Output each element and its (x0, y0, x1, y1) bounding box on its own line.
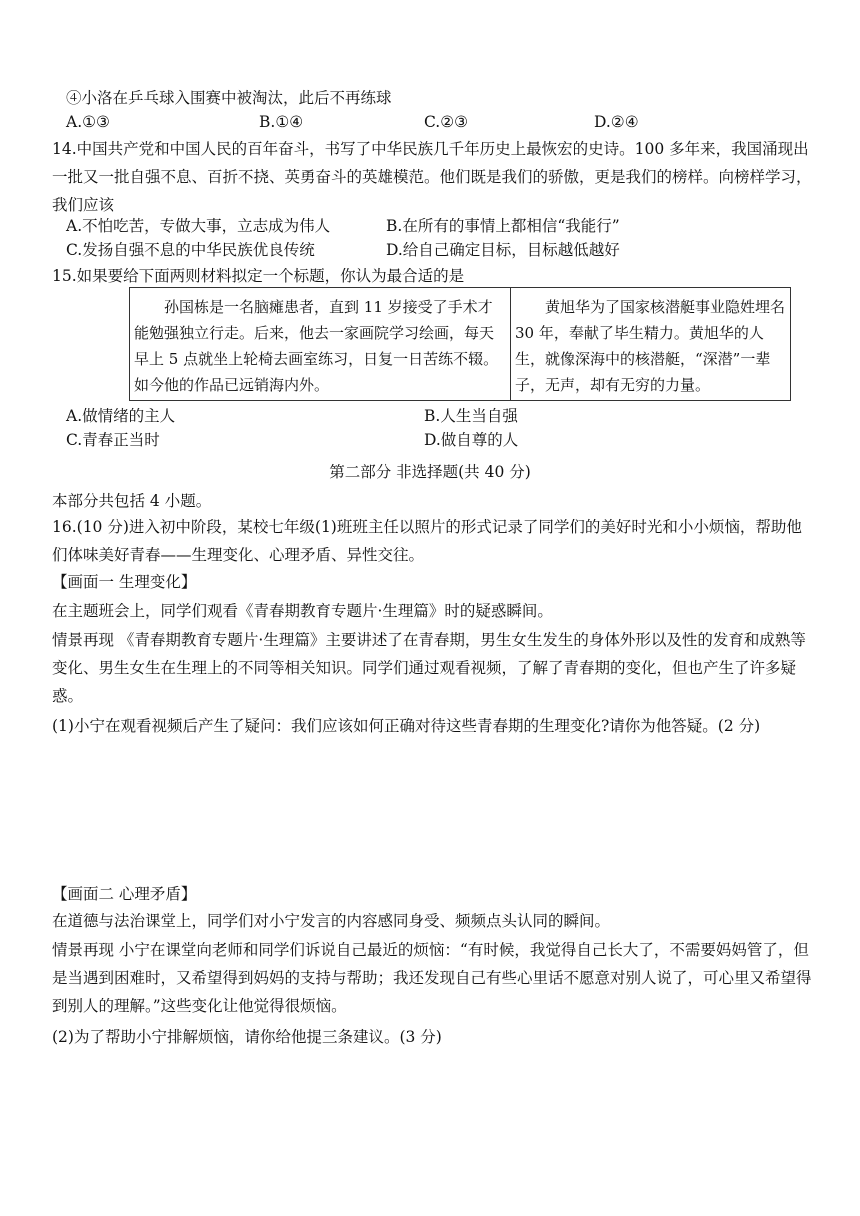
q15-option-c: C.青春正当时 (66, 431, 160, 449)
q15-stem: 15.如果要给下面两则材料拟定一个标题，你认为最合适的是 (52, 267, 465, 285)
q15-material-1-text: 孙国栋是一名脑瘫患者，直到 11 岁接受了手术才能勉强独立行走。后来，他去一家画院学习绘画，每天早上 5 点就坐上轮椅去画室练习，日复一日苦练不辍。如今他的作品已远销海内外。 (134, 298, 499, 394)
q13-option-c: C.②③ (424, 113, 469, 131)
q16-sub-1: (1)小宁在观看视频后产生了疑问：我们应该如何正确对待这些青春期的生理变化?请你为他答疑。(2 分) (52, 717, 761, 735)
part2-note: 本部分共包括 4 小题。 (52, 492, 212, 510)
scene1-text: 情景再现 《青春期教育专题片·生理篇》主要讲述了在青春期，男生女生发生的身体外形以及性的发育和成熟等变化、男生女生在生理上的不同等相关知识。同学们通过观看视频，了解了青春期的变化，但也产生了许多疑惑。 (52, 631, 806, 705)
part2-heading: 第二部分 非选择题(共 40 分) (329, 463, 531, 481)
scene1-title: 【画面一 生理变化】 (52, 573, 197, 591)
q14-stem: 14.中国共产党和中国人民的百年奋斗，书写了中华民族几千年历史上最恢宏的史诗。100 多年来，我国涌现出一批又一批自强不息、百折不挠、英勇奋斗的英雄模范。他们既是我们的骄傲，更是我们的榜样。向榜样学习，我们应该 (52, 140, 812, 214)
q13-item-4: ④小洛在乒乓球入围赛中被淘汰，此后不再练球 (66, 89, 392, 107)
q15-option-a: A.做情绪的主人 (66, 407, 176, 425)
q16-stem: 16.(10 分)进入初中阶段，某校七年级(1)班班主任以照片的形式记录了同学们的美好时光和小小烦恼，帮助他们体味美好青春——生理变化、心理矛盾、异性交往。 (52, 518, 802, 564)
q15-option-b: B.人生当自强 (424, 407, 518, 425)
q13-option-d: D.②④ (594, 113, 639, 131)
q15-material-2 (510, 287, 791, 401)
scene2-text: 情景再现 小宁在课堂向老师和同学们诉说自己最近的烦恼：“有时候，我觉得自己长大了，不需要妈妈管了，但是当遇到困难时，又希望得到妈妈的支持与帮助；我还发现自己有些心里话不愿意对别人说了，可心里又希望得到别人的理解。”这些变化让他觉得很烦恼。 (52, 941, 812, 1015)
scene2-title: 【画面二 心理矛盾】 (52, 885, 197, 903)
q15-material-1 (129, 287, 511, 401)
q15-material-2-text: 黄旭华为了国家核潜艇事业隐姓埋名 30 年，奉献了毕生精力。黄旭华的人生，就像深海中的核潜艇，“深潜”一辈子，无声，却有无穷的力量。 (515, 298, 786, 394)
scene1-intro: 在主题班会上，同学们观看《青春期教育专题片·生理篇》时的疑惑瞬间。 (52, 602, 553, 620)
q14-option-b: B.在所有的事情上都相信“我能行” (386, 217, 620, 235)
q14-option-d: D.给自己确定目标，目标越低越好 (386, 241, 620, 259)
q14-option-a: A.不怕吃苦，专做大事，立志成为伟人 (66, 217, 331, 235)
scene2-intro: 在道德与法治课堂上，同学们对小宁发言的内容感同身受、频频点头认同的瞬间。 (52, 912, 611, 930)
q15-option-d: D.做自尊的人 (424, 431, 519, 449)
q16-sub-2: (2)为了帮助小宁排解烦恼，请你给他提三条建议。(3 分) (52, 1028, 442, 1046)
q13-option-a: A.①③ (66, 113, 110, 131)
q13-option-b: B.①④ (259, 113, 304, 131)
q14-option-c: C.发扬自强不息的中华民族优良传统 (66, 241, 315, 259)
